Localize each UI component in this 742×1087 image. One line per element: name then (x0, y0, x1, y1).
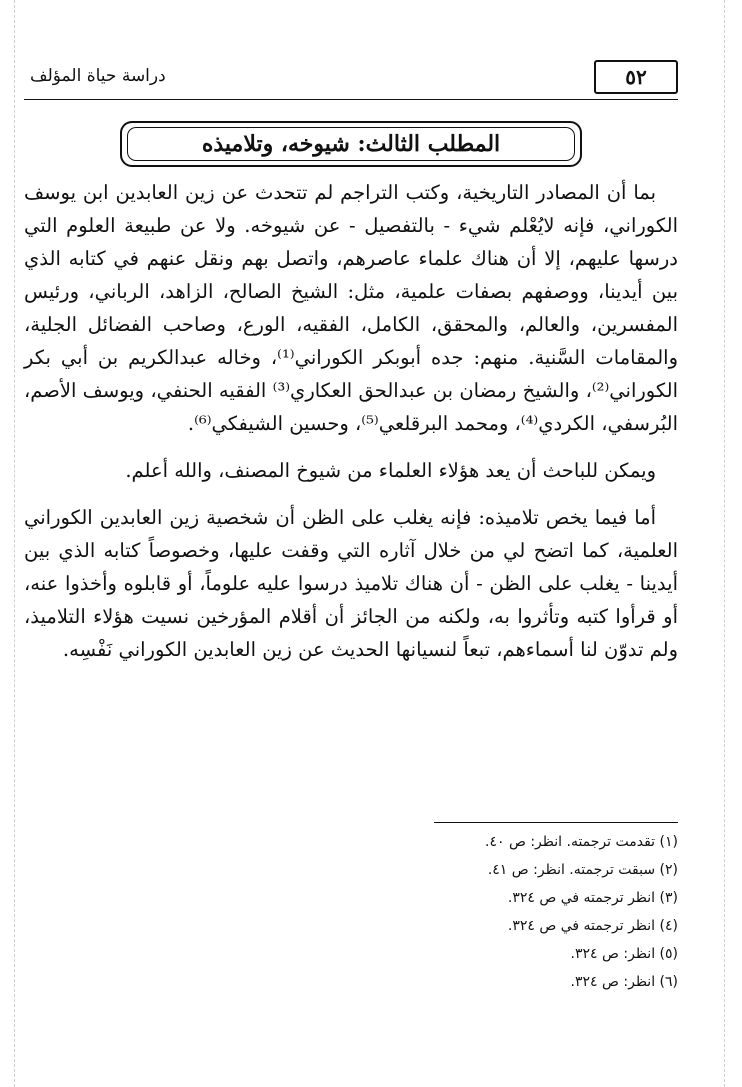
paragraph-conclusion: ويمكن للباحث أن يعد هؤلاء العلماء من شيوخ المصنف، والله أعلم. (125, 459, 656, 482)
footnotes (24, 828, 678, 996)
header-rule (24, 99, 678, 100)
footnote-item: (١) تقدمت ترجمته. انظر: ص ٤٠. (485, 834, 678, 850)
footnote-item: (٣) انظر ترجمته في ص ٣٢٤. (507, 890, 678, 906)
footnote-separator (434, 822, 678, 823)
body-text (24, 176, 678, 666)
footnote-item: (٥) انظر: ص ٣٢٤. (570, 946, 678, 962)
section-title-frame (120, 121, 582, 167)
footnote-item: (٢) سبقت ترجمته. انظر: ص ٤١. (487, 862, 678, 878)
page-edge-guide-right (724, 0, 725, 1087)
footnote-item: (٦) انظر: ص ٣٢٤. (570, 974, 678, 990)
page-number: ٥٢ (594, 60, 678, 94)
page-edge-guide-left (14, 0, 15, 1087)
paragraph-teachers: بما أن المصادر التاريخية، وكتب التراجم لم تتحدث عن زين العابدين ابن يوسف الكوراني، فإنه لايُعْلم شيء - بالتفصيل - عن شيوخه. ولا عن طبيعة العلوم التي درسها عليهم، إلا أن هناك علماء عاصرهم، واتصل بهم ونقل عنهم في كتابه الذي بين أيدينا، ووصفهم بصفات علمية، مثل: الشيخ الصالح، الزاهد، الرباني، ورئيس المفسرين، والعالم، والمحقق، الكامل، الفقيه، الورع، وصاحب الفضائل الجلية، والمقامات السَّنية. منهم: جده أبوبكر الكوراني⁽¹⁾، وخاله عبدالكريم بن أبي بكر الكوراني⁽²⁾، والشيخ رمضان بن عبدالحق العكاري⁽³⁾ الفقيه الحنفي، ويوسف الأصم، البُرسفي، الكردي⁽⁴⁾، ومحمد البرقلعي⁽⁵⁾، وحسين الشيفكي⁽⁶⁾. (24, 181, 679, 435)
page-header (24, 54, 678, 104)
paragraph-students: أما فيما يخص تلاميذه: فإنه يغلب على الظن أن شخصية زين العابدين الكوراني العلمية، كما اتضح لي من خلال آثاره التي وقفت عليها، وخصوصاً كتابه الذي بين أيدينا - يغلب على الظن - أن هناك تلاميذ درسوا عليه علوماً، أو قابلوه وأخذوا عنه، أو قرأوا كتبه وتأثروا به، ولكنه من الجائز أن أقلام المؤرخين نسيت هؤلاء التلاميذ، ولم تدوّن لنا أسماءهم، تبعاً لنسيانها الحديث عن زين العابدين الكوراني نَفْسِه. (24, 506, 678, 661)
section-title: المطلب الثالث: شيوخه، وتلاميذه (201, 131, 501, 157)
running-title: دراسة حياة المؤلف (30, 66, 166, 86)
footnote-item: (٤) انظر ترجمته في ص ٣٢٤. (507, 918, 678, 934)
